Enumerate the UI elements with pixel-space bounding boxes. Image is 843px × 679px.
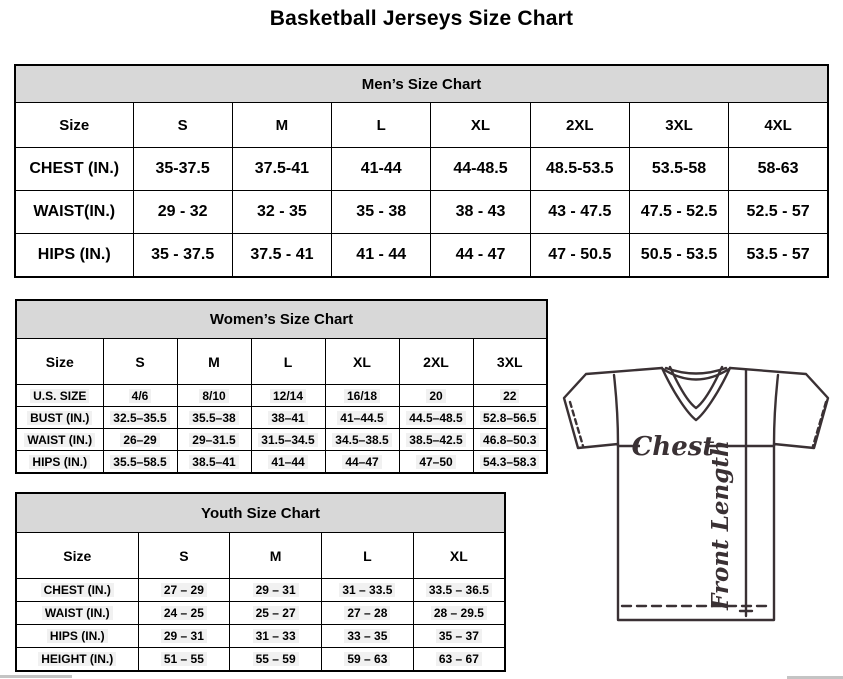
cell-text: 33 – 35 (344, 629, 390, 643)
youth-column-header: XL (413, 533, 505, 579)
womens-data-cell (473, 407, 547, 429)
mens-table-row (15, 191, 828, 234)
youth-data-cell (413, 625, 505, 648)
youth-row-label (16, 648, 138, 672)
cell-text: 37.5-41 (254, 160, 310, 177)
cell-text: 35 – 37 (436, 629, 482, 643)
cell-text: HIPS (IN.) (37, 246, 111, 263)
womens-size-table (15, 299, 548, 474)
womens-column-header: XL (325, 339, 399, 385)
cell-text: 37.5 - 41 (250, 246, 314, 263)
cell-text: 50.5 - 53.5 (640, 246, 718, 263)
mens-data-cell (629, 148, 728, 191)
cell-text: 31 – 33 (253, 629, 299, 643)
womens-data-cell (473, 385, 547, 407)
horizontal-scrollbar-fragment-left[interactable] (0, 675, 72, 678)
cell-text: 44 - 47 (455, 246, 506, 263)
cell-text: 35-37.5 (155, 160, 210, 177)
mens-row-label (15, 191, 133, 234)
cell-text: 59 – 63 (344, 652, 390, 666)
mens-chart-title: Men’s Size Chart (15, 65, 828, 103)
cell-text: WAIST (IN.) (42, 606, 113, 620)
womens-data-cell (473, 451, 547, 474)
youth-column-header: S (138, 533, 230, 579)
cell-text: BUST (IN.) (27, 411, 92, 425)
page-title: Basketball Jerseys Size Chart (269, 7, 574, 30)
womens-data-cell (399, 451, 473, 474)
womens-table-row (16, 451, 547, 474)
youth-data-cell (413, 648, 505, 672)
mens-data-cell (232, 148, 331, 191)
cell-text: WAIST(IN.) (33, 203, 116, 220)
mens-column-header: M (232, 103, 331, 148)
womens-column-header: 2XL (399, 339, 473, 385)
womens-data-cell (399, 385, 473, 407)
chest-label: Chest (631, 432, 715, 462)
cell-text: 41 - 44 (356, 246, 407, 263)
cell-text: CHEST (IN.) (41, 583, 114, 597)
cell-text: 55 – 59 (253, 652, 299, 666)
cell-text: 35.5–58.5 (110, 455, 169, 469)
youth-table-row (16, 602, 505, 625)
cell-text: 22 (500, 389, 519, 403)
youth-data-cell (413, 579, 505, 602)
cell-text: 27 – 28 (344, 606, 390, 620)
youth-data-cell (413, 602, 505, 625)
mens-data-cell (431, 234, 530, 278)
youth-data-cell (230, 579, 322, 602)
cell-text: 29 – 31 (161, 629, 207, 643)
youth-row-label (16, 625, 138, 648)
mens-data-cell (530, 234, 629, 278)
cell-text: 46.8–50.3 (480, 433, 539, 447)
youth-size-table (15, 492, 506, 672)
youth-data-cell (322, 602, 414, 625)
cell-text: 53.5 - 57 (746, 246, 810, 263)
cell-text: 44–47 (342, 455, 381, 469)
mens-column-header: 4XL (729, 103, 828, 148)
cell-text: 44-48.5 (453, 160, 508, 177)
youth-chart-title: Youth Size Chart (16, 493, 505, 533)
mens-data-cell (332, 234, 431, 278)
womens-data-cell (251, 429, 325, 451)
youth-row-label (16, 602, 138, 625)
youth-data-cell (322, 648, 414, 672)
womens-data-cell (103, 407, 177, 429)
mens-column-header: S (133, 103, 232, 148)
womens-table-row (16, 407, 547, 429)
youth-data-cell (230, 602, 322, 625)
womens-chart-title: Women’s Size Chart (16, 300, 547, 339)
cell-text: 24 – 25 (161, 606, 207, 620)
cell-text: HIPS (IN.) (47, 629, 108, 643)
womens-table-row (16, 385, 547, 407)
womens-data-cell (103, 429, 177, 451)
mens-table-row (15, 148, 828, 191)
right-armhole-seam (774, 375, 778, 444)
womens-column-header: S (103, 339, 177, 385)
cell-text: 41-44 (360, 160, 402, 177)
cell-text: 12/14 (270, 389, 306, 403)
mens-column-header: 3XL (629, 103, 728, 148)
mens-column-header: 2XL (530, 103, 629, 148)
jersey-diagram-svg (556, 358, 840, 636)
cell-text: 58-63 (757, 160, 799, 177)
cell-text: 29 - 32 (157, 203, 208, 220)
cell-text: HIPS (IN.) (29, 455, 90, 469)
cell-text: 20 (426, 389, 445, 403)
mens-data-cell (530, 191, 629, 234)
youth-data-cell (230, 648, 322, 672)
cell-text: 38 - 43 (455, 203, 506, 220)
womens-data-cell (325, 407, 399, 429)
cell-text: 44.5–48.5 (406, 411, 465, 425)
mens-data-cell (729, 234, 828, 278)
mens-data-cell (133, 148, 232, 191)
youth-table-row (16, 625, 505, 648)
mens-data-cell (232, 234, 331, 278)
womens-data-cell (251, 385, 325, 407)
cell-text: 38.5–41 (189, 455, 238, 469)
cell-text: U.S. SIZE (30, 389, 89, 403)
womens-column-header: L (251, 339, 325, 385)
mens-data-cell (332, 148, 431, 191)
cell-text: 8/10 (199, 389, 228, 403)
cell-text: 41–44 (268, 455, 307, 469)
mens-data-cell (530, 148, 629, 191)
collar-outer-v (662, 368, 730, 420)
womens-data-cell (251, 407, 325, 429)
mens-data-cell (133, 234, 232, 278)
womens-data-cell (177, 407, 251, 429)
womens-size-header: Size (16, 339, 103, 385)
youth-column-header: M (230, 533, 322, 579)
cell-text: 38.5–42.5 (406, 433, 465, 447)
womens-column-header: 3XL (473, 339, 547, 385)
cell-text: 16/18 (344, 389, 380, 403)
cell-text: 31.5–34.5 (258, 433, 317, 447)
jersey-measurement-diagram (556, 358, 840, 636)
womens-data-cell (325, 385, 399, 407)
womens-table-row (16, 429, 547, 451)
mens-data-cell (629, 234, 728, 278)
womens-data-cell (473, 429, 547, 451)
youth-data-cell (230, 625, 322, 648)
cell-text: 63 – 67 (436, 652, 482, 666)
youth-table-row (16, 648, 505, 672)
cell-text: 52.5 - 57 (746, 203, 810, 220)
cell-text: 41–44.5 (337, 411, 386, 425)
youth-row-label (16, 579, 138, 602)
mens-data-cell (431, 148, 530, 191)
cell-text: 28 – 29.5 (431, 606, 487, 620)
front-length-label: Front Length (707, 440, 734, 610)
cell-text: 32.5–35.5 (110, 411, 169, 425)
cell-text: 29–31.5 (189, 433, 238, 447)
youth-data-cell (138, 625, 230, 648)
mens-column-header: L (332, 103, 431, 148)
cell-text: 26–29 (120, 433, 159, 447)
cell-text: 43 - 47.5 (548, 203, 612, 220)
womens-data-cell (325, 429, 399, 451)
mens-data-cell (729, 191, 828, 234)
cell-text: WAIST (IN.) (24, 433, 95, 447)
jersey-outline (564, 368, 828, 620)
cell-text: 34.5–38.5 (332, 433, 391, 447)
cell-text: 35 - 38 (356, 203, 407, 220)
youth-data-cell (138, 648, 230, 672)
cell-text: 35 - 37.5 (151, 246, 215, 263)
youth-column-header: L (322, 533, 414, 579)
collar-back-arc-2 (666, 368, 726, 374)
youth-data-cell (138, 579, 230, 602)
cell-text: 38–41 (268, 411, 307, 425)
cell-text: 32 - 35 (257, 203, 307, 220)
womens-row-label (16, 385, 103, 407)
womens-data-cell (177, 451, 251, 474)
womens-column-header: M (177, 339, 251, 385)
cell-text: 35.5–38 (189, 411, 238, 425)
cell-text: 47–50 (416, 455, 455, 469)
cell-text: 53.5-58 (651, 160, 707, 177)
womens-row-label (16, 451, 103, 474)
mens-data-cell (629, 191, 728, 234)
womens-data-cell (177, 429, 251, 451)
youth-table-row (16, 579, 505, 602)
cell-text: 52.8–56.5 (480, 411, 539, 425)
mens-row-label (15, 148, 133, 191)
womens-data-cell (399, 429, 473, 451)
cell-text: 47 - 50.5 (548, 246, 612, 263)
womens-data-cell (177, 385, 251, 407)
youth-data-cell (322, 625, 414, 648)
left-armhole-seam (614, 375, 618, 444)
cell-text: 27 – 29 (161, 583, 207, 597)
womens-row-label (16, 407, 103, 429)
cell-text: 33.5 – 36.5 (426, 583, 492, 597)
youth-size-header: Size (16, 533, 138, 579)
womens-data-cell (103, 385, 177, 407)
youth-data-cell (138, 602, 230, 625)
cell-text: CHEST (IN.) (29, 160, 120, 177)
mens-data-cell (332, 191, 431, 234)
mens-size-table (14, 64, 829, 278)
womens-data-cell (399, 407, 473, 429)
cell-text: 29 – 31 (253, 583, 299, 597)
cell-text: 31 – 33.5 (339, 583, 395, 597)
mens-size-header: Size (15, 103, 133, 148)
womens-data-cell (251, 451, 325, 474)
cell-text: HEIGHT (IN.) (38, 652, 116, 666)
womens-data-cell (103, 451, 177, 474)
mens-data-cell (729, 148, 828, 191)
mens-data-cell (133, 191, 232, 234)
cell-text: 4/6 (129, 389, 152, 403)
womens-data-cell (325, 451, 399, 474)
mens-data-cell (431, 191, 530, 234)
mens-row-label (15, 234, 133, 278)
womens-row-label (16, 429, 103, 451)
cell-text: 54.3–58.3 (480, 455, 539, 469)
youth-data-cell (322, 579, 414, 602)
cell-text: 51 – 55 (161, 652, 207, 666)
mens-data-cell (232, 191, 331, 234)
cell-text: 25 – 27 (253, 606, 299, 620)
cell-text: 47.5 - 52.5 (640, 203, 718, 220)
mens-table-row (15, 234, 828, 278)
cell-text: 48.5-53.5 (545, 160, 614, 177)
mens-column-header: XL (431, 103, 530, 148)
